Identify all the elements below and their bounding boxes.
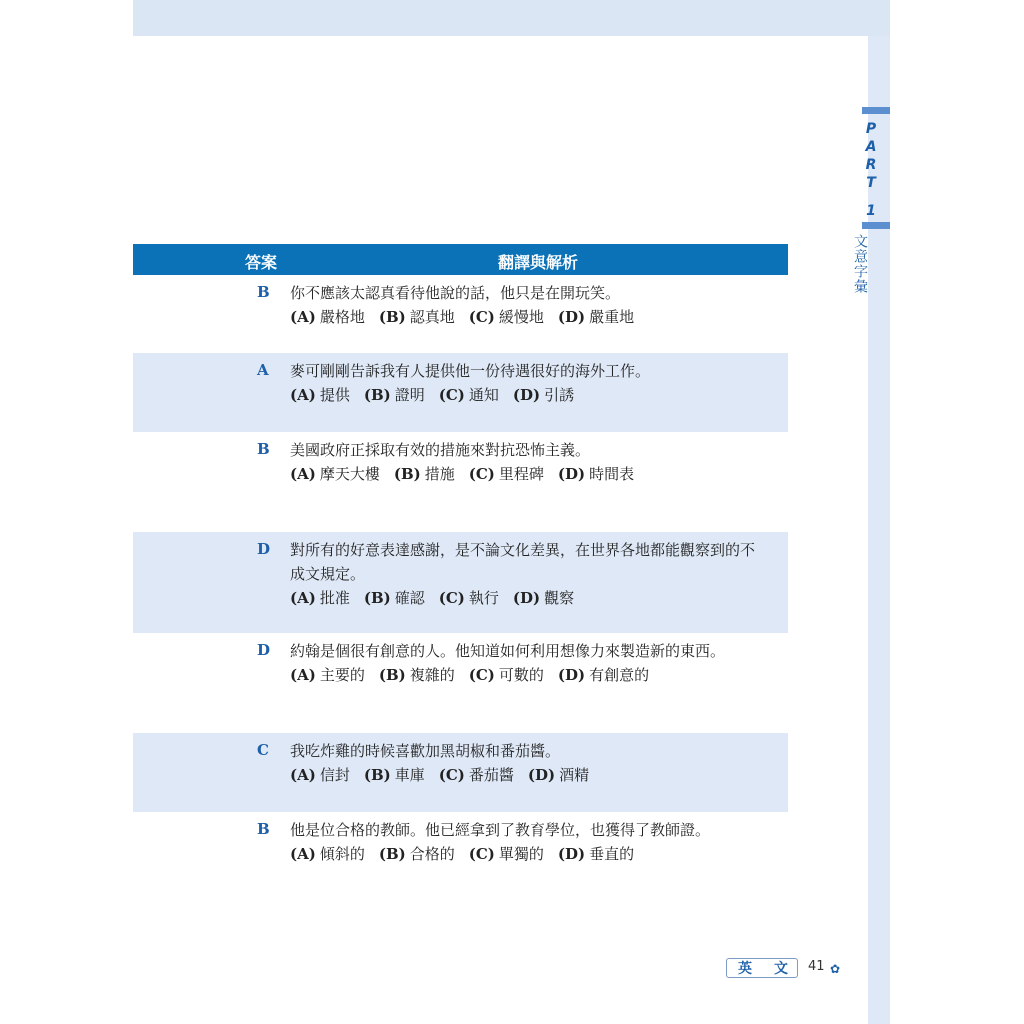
choice-text: 措施 <box>424 465 455 483</box>
answer-letter: D <box>257 540 271 558</box>
choice-text: 嚴格地 <box>319 308 365 326</box>
choice-text: 車庫 <box>394 766 425 784</box>
translation-line: 麥可剛剛告訴我有人提供他一份待遇很好的海外工作。 <box>290 362 651 380</box>
part-bar-top <box>862 107 890 114</box>
choice-label: (B) <box>363 589 391 607</box>
choice <box>558 666 649 684</box>
part-letter: R <box>865 157 877 173</box>
choice-label: (A) <box>290 386 316 404</box>
choice <box>290 308 365 326</box>
choice <box>290 766 350 784</box>
choice-label: (B) <box>378 845 406 863</box>
choice <box>290 465 380 483</box>
choice-text: 通知 <box>468 386 499 404</box>
choice <box>469 465 544 483</box>
choice-label: (D) <box>557 666 586 684</box>
choices <box>290 842 790 866</box>
choice <box>290 589 350 607</box>
explanation <box>290 438 790 486</box>
choice <box>379 308 455 326</box>
choices <box>290 763 790 787</box>
explanation <box>290 359 790 407</box>
flower-icon: ✿ <box>830 962 841 976</box>
choices <box>290 305 790 329</box>
part-bar-bottom <box>862 222 890 229</box>
choice <box>439 386 499 404</box>
choice-label: (A) <box>290 465 316 483</box>
choice <box>290 386 350 404</box>
choice-text: 主要的 <box>319 666 365 684</box>
explanation <box>290 639 790 687</box>
table-header <box>133 244 788 275</box>
choice-label: (A) <box>290 589 316 607</box>
choice <box>513 589 574 607</box>
choice-text: 證明 <box>394 386 425 404</box>
choice <box>469 845 544 863</box>
section-title: 文意字彙 <box>852 234 868 294</box>
choice-label: (A) <box>290 308 316 326</box>
choice <box>364 766 425 784</box>
choice <box>379 845 455 863</box>
footer-subject: 英文 <box>738 961 810 977</box>
column-header-explanation: 翻譯與解析 <box>498 253 579 272</box>
answer-letter: C <box>257 741 269 759</box>
choice <box>379 666 455 684</box>
choice-text: 有創意的 <box>589 666 650 684</box>
choice <box>469 666 544 684</box>
explanation <box>290 281 790 329</box>
choice-text: 垂直的 <box>589 845 635 863</box>
choice <box>513 386 574 404</box>
choice-text: 單獨的 <box>498 845 544 863</box>
answer-letter: B <box>257 820 270 838</box>
choice-text: 合格的 <box>409 845 455 863</box>
choice-label: (A) <box>290 766 316 784</box>
choice-label: (C) <box>468 845 495 863</box>
top-band <box>133 0 890 36</box>
choice <box>364 589 425 607</box>
choice <box>290 666 365 684</box>
choice-label: (B) <box>378 308 406 326</box>
translation-line: 我吃炸雞的時候喜歡加黑胡椒和番茄醬。 <box>290 742 561 760</box>
answer-letter: B <box>257 283 270 301</box>
choice-label: (D) <box>557 845 586 863</box>
choice-label: (B) <box>363 386 391 404</box>
choice-text: 傾斜的 <box>319 845 365 863</box>
choice-text: 里程碑 <box>498 465 544 483</box>
choice-text: 酒精 <box>559 766 590 784</box>
choice-label: (D) <box>512 386 541 404</box>
choices <box>290 586 790 610</box>
translation-line: 你不應該太認真看待他說的話，他只是在開玩笑。 <box>290 284 621 302</box>
choice-text: 番茄醬 <box>468 766 514 784</box>
choice-label: (C) <box>438 766 465 784</box>
choice-label: (B) <box>378 666 406 684</box>
choice-text: 複雜的 <box>409 666 455 684</box>
translation-line: 美國政府正採取有效的措施來對抗恐怖主義。 <box>290 441 591 459</box>
table-row <box>133 633 788 733</box>
choice-text: 引誘 <box>544 386 575 404</box>
choice-text: 執行 <box>468 589 499 607</box>
choice-text: 可數的 <box>498 666 544 684</box>
translation-line: 約翰是個很有創意的人。他知道如何利用想像力來製造新的東西。 <box>290 642 726 660</box>
choice-label: (C) <box>468 465 495 483</box>
choice <box>394 465 455 483</box>
choice <box>439 589 499 607</box>
column-header-answer: 答案 <box>245 253 278 272</box>
page-number: 41 <box>808 959 825 974</box>
explanation <box>290 739 790 787</box>
choice-label: (D) <box>557 308 586 326</box>
answer-letter: A <box>257 361 269 379</box>
choice-text: 確認 <box>394 589 425 607</box>
choice-text: 緩慢地 <box>498 308 544 326</box>
part-letter: T <box>866 175 876 191</box>
table-row <box>133 733 788 812</box>
part-label <box>862 120 880 220</box>
choice-label: (A) <box>290 845 316 863</box>
table-row <box>133 275 788 353</box>
choices <box>290 383 790 407</box>
choice-text: 認真地 <box>409 308 455 326</box>
choice <box>439 766 514 784</box>
choice <box>290 845 365 863</box>
choice-text: 批准 <box>319 589 350 607</box>
choice <box>558 845 634 863</box>
choice <box>558 308 634 326</box>
choice-label: (B) <box>363 766 391 784</box>
choice-text: 摩天大樓 <box>319 465 380 483</box>
translation-line: 對所有的好意表達感謝，是不論文化差異，在世界各地都能觀察到的不 <box>290 541 756 559</box>
answer-letter: D <box>257 641 271 659</box>
choice-label: (C) <box>438 386 465 404</box>
translation-line: 他是位合格的教師。他已經拿到了教育學位，也獲得了教師證。 <box>290 821 711 839</box>
table-row <box>133 812 788 892</box>
part-letter: A <box>865 139 877 155</box>
choice-label: (D) <box>527 766 556 784</box>
table-row <box>133 432 788 532</box>
choice-label: (D) <box>557 465 586 483</box>
choice-label: (C) <box>438 589 465 607</box>
choice <box>528 766 589 784</box>
choice-text: 信封 <box>319 766 350 784</box>
choice-text: 時間表 <box>589 465 635 483</box>
part-letter: P <box>865 121 877 137</box>
translation-line: 成文規定。 <box>290 565 366 583</box>
choice-label: (C) <box>468 666 495 684</box>
choice-label: (D) <box>512 589 541 607</box>
choice-text: 觀察 <box>544 589 575 607</box>
choice-label: (A) <box>290 666 316 684</box>
choice <box>558 465 634 483</box>
part-number: 1 <box>866 203 876 219</box>
explanation <box>290 818 790 866</box>
table-row <box>133 353 788 432</box>
table-row <box>133 532 788 633</box>
choice-text: 提供 <box>319 386 350 404</box>
choices <box>290 462 790 486</box>
answer-letter: B <box>257 440 270 458</box>
choice <box>364 386 425 404</box>
choices <box>290 663 790 687</box>
choice-label: (C) <box>468 308 495 326</box>
choice-text: 嚴重地 <box>589 308 635 326</box>
choice-label: (B) <box>393 465 421 483</box>
page-footer <box>726 956 846 978</box>
choice <box>469 308 544 326</box>
explanation <box>290 538 790 610</box>
